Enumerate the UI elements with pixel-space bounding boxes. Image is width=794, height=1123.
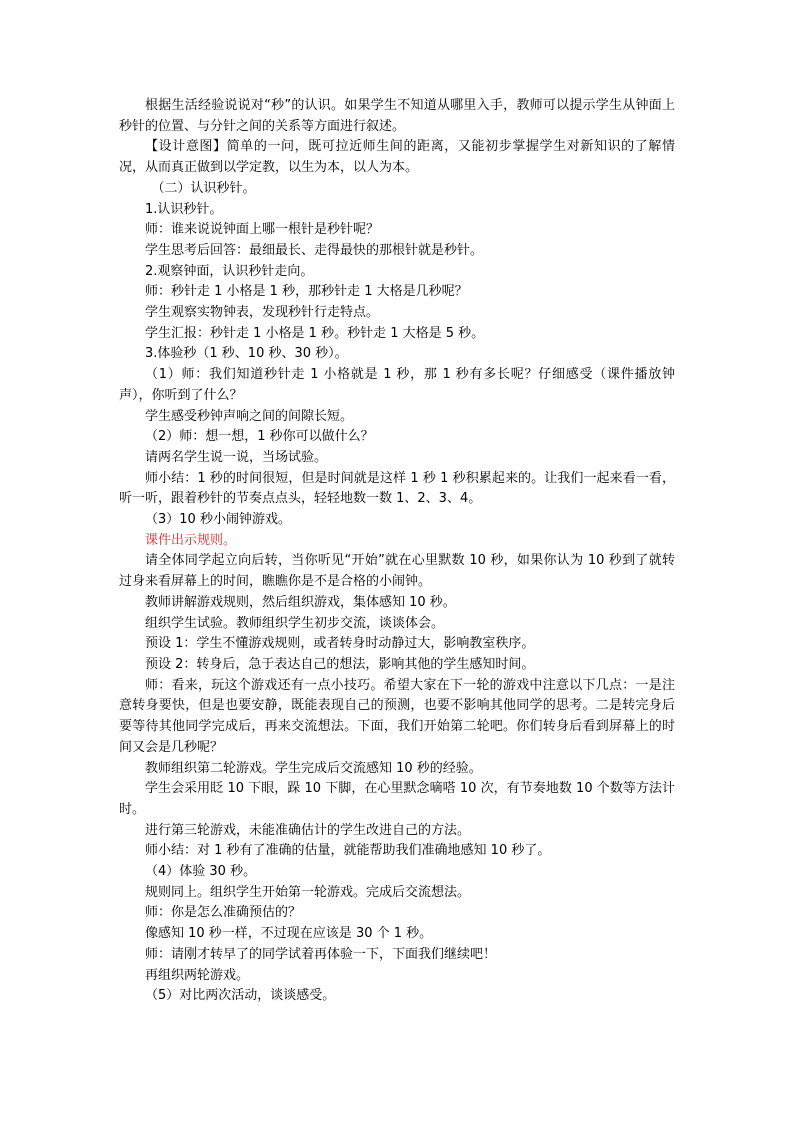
paragraph-4: 1.认识秒针。 (145, 201, 223, 217)
document-page (119, 96, 675, 1007)
paragraph-courseware-rules: 课件出示规则。 (145, 532, 237, 548)
paragraph-1: 根据生活经验说说对“秒”的认识。如果学生不知道从哪里入手，教师可以提示学生从钟面上秒针的位置、与分针之间的关系等方面进行叙述。 (119, 98, 675, 134)
paragraph-22: 预设 1：学生不懂游戏规则，或者转身时动静过大，影响教室秩序。 (145, 636, 535, 652)
paragraph-34: 再组织两轮游戏。 (145, 967, 250, 983)
paragraph-21: 组织学生试验。教师组织学生初步交流，谈谈体会。 (145, 615, 445, 631)
paragraph-35: （5）对比两次活动，谈谈感受。 (145, 988, 336, 1004)
paragraph-16: 师小结：1 秒的时间很短，但是时间就是这样 1 秒 1 秒积累起来的。让我们一起来看一看，听一听，跟着秒针的节奏点点头，轻轻地数一数 1、2、3、4。 (119, 470, 675, 507)
paragraph-5: 师：谁来说说钟面上哪一根针是秒针呢？ (145, 222, 380, 238)
paragraph-31: 师：你是怎么准确预估的？ (145, 905, 302, 921)
paragraph-19: 请全体同学起立向后转，当你听见“开始”就在心里默数 10 秒，如果你认为 10 秒到了就转过身来看屏幕上的时间，瞧瞧你是不是合格的小闹钟。 (119, 553, 675, 590)
paragraph-27: 进行第三轮游戏，未能准确估计的学生改进自己的方法。 (145, 822, 471, 838)
paragraph-30: 规则同上。组织学生开始第一轮游戏。完成后交流想法。 (145, 884, 471, 900)
paragraph-33: 师：请刚才转早了的同学试着再体验一下，下面我们继续吧！ (145, 946, 497, 962)
paragraph-24: 师：看来，玩这个游戏还有一点小技巧。希望大家在下一轮的游戏中注意以下几点：一是注意转身要快，但是也要安静，既能表现自己的预测，也要不影响其他同学的思考。二是转完身后要等待其他同学完成后，再来交流想法。下面，我们开始第二轮吧。你们转身后看到屏幕上的时间又会是几秒呢？ (119, 677, 675, 755)
paragraph-9: 学生观察实物钟表，发现秒针行走特点。 (145, 305, 380, 321)
paragraph-13: 学生感受秒钟声响之间的间隙长短。 (145, 408, 354, 424)
paragraph-14: （2）师：想一想，1 秒你可以做什么？ (145, 429, 374, 445)
paragraph-8: 师：秒针走 1 小格是 1 秒，那秒针走 1 大格是几秒呢？ (145, 284, 468, 300)
section-heading-second-hand: （二）认识秒针。 (151, 180, 256, 196)
paragraph-7: 2.观察钟面，认识秒针走向。 (145, 263, 314, 279)
paragraph-23: 预设 2：转身后，急于表达自己的想法，影响其他的学生感知时间。 (145, 656, 535, 672)
paragraph-29: （4）体验 30 秒。 (145, 864, 257, 880)
paragraph-20: 教师讲解游戏规则，然后组织游戏，集体感知 10 秒。 (145, 594, 456, 610)
paragraph-26: 学生会采用眨 10 下眼，跺 10 下脚，在心里默念嘀嗒 10 次，有节奏地数 10 个数等方法计时。 (119, 781, 675, 817)
paragraph-15: 请两名学生说一说，当场试验。 (145, 449, 328, 465)
paragraph-12: （1）师：我们知道秒针走 1 小格就是 1 秒，那 1 秒有多长呢？仔细感受（课件播放钟声），你听到了什么？ (119, 367, 675, 403)
paragraph-11: 3.体验秒（1 秒、10 秒、30 秒）。 (145, 346, 348, 362)
paragraph-28: 师小结：对 1 秒有了准确的估量，就能帮助我们准确地感知 10 秒了。 (145, 843, 551, 859)
paragraph-32: 像感知 10 秒一样，不过现在应该是 30 个 1 秒。 (145, 926, 433, 942)
paragraph-25: 教师组织第二轮游戏。学生完成后交流感知 10 秒的经验。 (145, 760, 482, 776)
paragraph-17: （3）10 秒小闹钟游戏。 (145, 512, 291, 528)
paragraph-6: 学生思考后回答：最细最长、走得最快的那根针就是秒针。 (145, 242, 484, 258)
paragraph-design-intent: 【设计意图】简单的一问，既可拉近师生间的距离，又能初步掌握学生对新知识的了解情况，从而真正做到以学定教，以生为本，以人为本。 (119, 139, 675, 176)
paragraph-10: 学生汇报：秒针走 1 小格是 1 秒。秒针走 1 大格是 5 秒。 (145, 325, 485, 341)
